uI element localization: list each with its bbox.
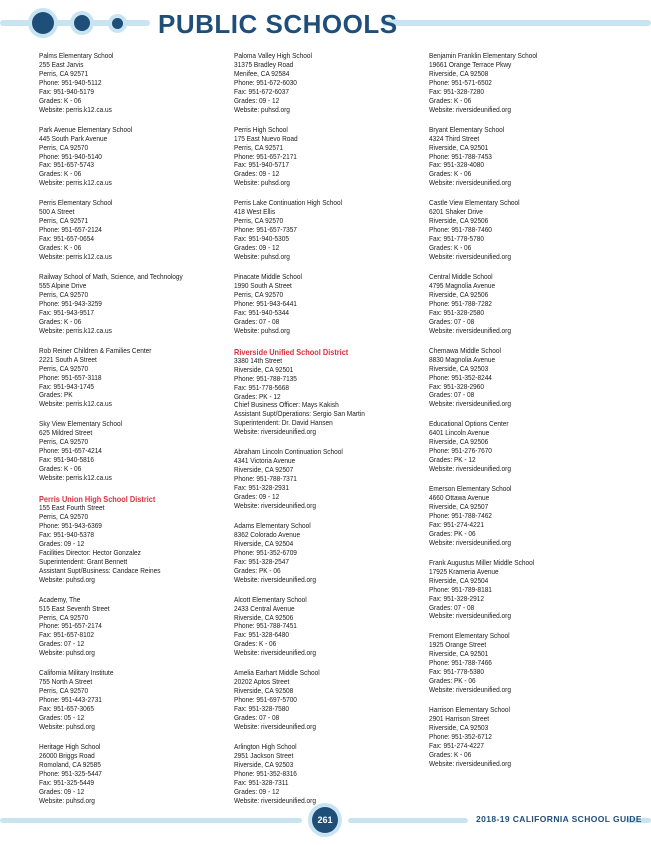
website-line: Website: puhsd.org bbox=[39, 722, 95, 731]
website-line: Website: puhsd.org bbox=[234, 104, 290, 114]
website-line: Website: puhsd.org bbox=[234, 325, 290, 335]
phone-line: Phone: 951-943-3259 bbox=[39, 298, 102, 308]
website-line: Website: riversideunified.org bbox=[429, 104, 511, 114]
entry-line: Riverside, CA 92503 bbox=[234, 759, 294, 769]
district-name: Perris Union High School District bbox=[39, 494, 156, 505]
school-name: Abraham Lincoln Continuation School bbox=[234, 447, 343, 457]
school-name: Adams Elementary School bbox=[234, 520, 311, 530]
footer-rule-right bbox=[348, 818, 468, 823]
grades-line: Grades: PK - 12 bbox=[234, 391, 281, 401]
grades-line: Grades: 07 - 08 bbox=[429, 390, 475, 400]
entry-line: 2901 Harrison Street bbox=[429, 714, 490, 724]
entry-line: Perris, CA 92570 bbox=[234, 289, 284, 299]
entry-line: Assistant Supt/Operations: Sergio San Martin bbox=[234, 409, 365, 419]
phone-line: Phone: 951-788-7451 bbox=[234, 621, 297, 631]
entry-line: Superintendent: Dr. David Hansen bbox=[234, 418, 333, 428]
phone-line: Phone: 951-352-8316 bbox=[234, 768, 297, 778]
website-line: Website: riversideunified.org bbox=[234, 648, 316, 658]
entry-line: Riverside, CA 92506 bbox=[429, 289, 489, 299]
grades-line: Grades: 09 - 12 bbox=[234, 169, 280, 179]
fax-line: Fax: 951-328-2580 bbox=[429, 307, 484, 317]
fax-line: Fax: 951-778-5380 bbox=[429, 667, 484, 677]
entry-line: Riverside, CA 92508 bbox=[429, 68, 489, 78]
page-title: PUBLIC SCHOOLS bbox=[158, 9, 398, 39]
fax-line: Fax: 951-657-8102 bbox=[39, 630, 94, 640]
school-entry bbox=[234, 669, 424, 732]
phone-line: Phone: 951-657-2124 bbox=[39, 225, 102, 235]
website-line: Website: riversideunified.org bbox=[234, 795, 316, 805]
entry-line: 625 Mildred Street bbox=[39, 428, 93, 438]
entry-line: 2433 Central Avenue bbox=[234, 603, 295, 613]
fax-line: Fax: 951-328-7580 bbox=[234, 704, 289, 714]
phone-line: Phone: 951-788-7282 bbox=[429, 298, 492, 308]
website-line: Website: riversideunified.org bbox=[234, 722, 316, 731]
phone-line: Phone: 951-697-5700 bbox=[234, 695, 297, 705]
entry-line: Superintendent: Grant Bennett bbox=[39, 556, 128, 566]
website-line: Website: perris.k12.ca.us bbox=[39, 104, 112, 114]
grades-line: Grades: 09 - 12 bbox=[234, 786, 280, 796]
entry-line: Perris, CA 92570 bbox=[234, 216, 284, 226]
phone-line: Phone: 951-657-3118 bbox=[39, 372, 102, 382]
phone-line: Phone: 951-657-4214 bbox=[39, 446, 102, 456]
phone-line: Phone: 951-276-7670 bbox=[429, 446, 492, 456]
phone-line: Phone: 951-788-7453 bbox=[429, 151, 492, 161]
website-line: Website: riversideunified.org bbox=[429, 537, 511, 547]
entry-line: Romoland, CA 92585 bbox=[39, 759, 101, 769]
school-name: Fremont Elementary School bbox=[429, 631, 510, 641]
grades-line: Grades: 07 - 08 bbox=[429, 316, 475, 326]
entry-line: Menifee, CA 92584 bbox=[234, 68, 290, 78]
school-entry bbox=[429, 347, 619, 410]
website-line: Website: riversideunified.org bbox=[429, 252, 511, 262]
school-name: Alcott Elementary School bbox=[234, 594, 307, 604]
entry-line: Perris, CA 92570 bbox=[39, 363, 89, 373]
school-entry bbox=[429, 485, 619, 548]
school-name: Perris High School bbox=[234, 124, 288, 134]
school-entry bbox=[39, 199, 229, 262]
grades-line: Grades: K - 06 bbox=[39, 169, 82, 179]
school-entry bbox=[234, 448, 424, 511]
district-name: Riverside Unified School District bbox=[234, 346, 349, 357]
website-line: Website: riversideunified.org bbox=[234, 574, 316, 584]
entry-line: Facilities Director: Hector Gonzalez bbox=[39, 547, 141, 557]
fax-line: Fax: 951-328-7311 bbox=[234, 777, 289, 787]
school-entry bbox=[234, 273, 424, 336]
fax-line: Fax: 951-328-2912 bbox=[429, 593, 484, 603]
school-entry bbox=[234, 126, 424, 189]
entry-line: 555 Alpine Drive bbox=[39, 280, 87, 290]
entry-line: 8362 Colorado Avenue bbox=[234, 529, 301, 539]
entry-line: 755 North A Street bbox=[39, 677, 93, 687]
district-entry bbox=[39, 494, 229, 585]
phone-line: Phone: 951-571-6502 bbox=[429, 77, 492, 87]
entry-line: Riverside, CA 92503 bbox=[429, 723, 489, 732]
entry-line: 4324 Third Street bbox=[429, 133, 480, 143]
entry-line: Riverside, CA 92506 bbox=[429, 216, 489, 226]
directory-column-2 bbox=[234, 52, 424, 817]
header-dot-medium bbox=[74, 15, 90, 31]
entry-line: Riverside, CA 92501 bbox=[429, 649, 489, 659]
fax-line: Fax: 951-940-5179 bbox=[39, 86, 94, 96]
website-line: Website: puhsd.org bbox=[234, 252, 290, 262]
phone-line: Phone: 951-788-7462 bbox=[429, 510, 492, 520]
fax-line: Fax: 951-672-6037 bbox=[234, 86, 289, 96]
fax-line: Fax: 951-274-4221 bbox=[429, 519, 484, 529]
school-name: Emerson Elementary School bbox=[429, 484, 512, 494]
school-entry bbox=[39, 52, 229, 115]
district-entry bbox=[234, 347, 424, 438]
school-entry bbox=[234, 199, 424, 262]
school-name: Bryant Elementary School bbox=[429, 124, 505, 134]
header-rule-right bbox=[382, 20, 651, 26]
entry-line: 255 East Jarvis bbox=[39, 59, 84, 69]
phone-line: Phone: 951-657-2174 bbox=[39, 621, 102, 631]
grades-line: Grades: 05 - 12 bbox=[39, 713, 85, 723]
fax-line: Fax: 951-274-4227 bbox=[429, 740, 484, 750]
website-line: Website: puhsd.org bbox=[39, 574, 95, 584]
school-name: Benjamin Franklin Elementary School bbox=[429, 51, 538, 60]
entry-line: 2221 South A Street bbox=[39, 354, 97, 364]
school-name: Chemawa Middle School bbox=[429, 345, 501, 355]
entry-line: 31375 Bradley Road bbox=[234, 59, 294, 69]
school-entry bbox=[429, 273, 619, 336]
page-number: 261 bbox=[312, 807, 338, 833]
phone-line: Phone: 951-352-6709 bbox=[234, 547, 297, 557]
website-line: Website: riversideunified.org bbox=[429, 325, 511, 335]
entry-line: 1925 Orange Street bbox=[429, 640, 487, 650]
grades-line: Grades: PK - 06 bbox=[429, 528, 476, 538]
school-name: Harrison Elementary School bbox=[429, 705, 510, 715]
website-line: Website: perris.k12.ca.us bbox=[39, 325, 112, 335]
school-entry bbox=[429, 52, 619, 115]
phone-line: Phone: 951-788-7466 bbox=[429, 658, 492, 668]
entry-line: Perris, CA 92571 bbox=[234, 142, 284, 152]
website-line: Website: puhsd.org bbox=[234, 178, 290, 188]
entry-line: Riverside, CA 92506 bbox=[234, 612, 294, 622]
fax-line: Fax: 951-328-2960 bbox=[429, 381, 484, 391]
school-name: Perris Lake Continuation High School bbox=[234, 198, 343, 208]
entry-line: Riverside, CA 92504 bbox=[234, 538, 294, 548]
grades-line: Grades: K - 06 bbox=[39, 464, 82, 474]
grades-line: Grades: 07 - 08 bbox=[429, 602, 475, 612]
header-dot-large bbox=[32, 12, 54, 34]
fax-line: Fax: 951-657-3065 bbox=[39, 704, 94, 714]
entry-line: Riverside, CA 92506 bbox=[429, 437, 489, 447]
fax-line: Fax: 951-657-0654 bbox=[39, 234, 94, 244]
school-name: Sky View Elementary School bbox=[39, 419, 123, 429]
entry-line: Riverside, CA 92508 bbox=[234, 686, 294, 696]
fax-line: Fax: 951-940-5305 bbox=[234, 234, 289, 244]
school-entry bbox=[39, 420, 229, 483]
phone-line: Phone: 951-443-2731 bbox=[39, 695, 102, 705]
school-name: Heritage High School bbox=[39, 741, 101, 751]
grades-line: Grades: K - 06 bbox=[429, 169, 472, 179]
school-entry bbox=[39, 126, 229, 189]
website-line: Website: riversideunified.org bbox=[429, 178, 511, 188]
phone-line: Phone: 951-789-8181 bbox=[429, 584, 492, 594]
fax-line: Fax: 951-328-4080 bbox=[429, 160, 484, 170]
entry-line: Perris, CA 92570 bbox=[39, 437, 89, 447]
grades-line: Grades: K - 06 bbox=[429, 243, 472, 253]
school-name: Perris Elementary School bbox=[39, 198, 113, 208]
entry-line: 515 East Seventh Street bbox=[39, 603, 110, 613]
grades-line: Grades: K - 06 bbox=[39, 95, 82, 105]
grades-line: Grades: K - 06 bbox=[429, 749, 472, 759]
grades-line: Grades: K - 06 bbox=[39, 243, 82, 253]
school-entry bbox=[234, 522, 424, 585]
entry-line: 175 East Nuevo Road bbox=[234, 133, 298, 143]
entry-line: Riverside, CA 92507 bbox=[429, 501, 489, 511]
entry-line: 6401 Lincoln Avenue bbox=[429, 428, 490, 438]
school-name: Castle View Elementary School bbox=[429, 198, 520, 208]
school-entry bbox=[429, 199, 619, 262]
entry-line: 1990 South A Street bbox=[234, 280, 292, 290]
grades-line: Grades: K - 06 bbox=[429, 95, 472, 105]
school-entry bbox=[234, 596, 424, 659]
school-name: Palms Elementary School bbox=[39, 51, 114, 60]
fax-line: Fax: 951-657-5743 bbox=[39, 160, 94, 170]
grades-line: Grades: 07 - 12 bbox=[39, 639, 85, 649]
phone-line: Phone: 951-325-5447 bbox=[39, 768, 102, 778]
website-line: Website: riversideunified.org bbox=[234, 500, 316, 510]
entry-line: Perris, CA 92570 bbox=[39, 289, 89, 299]
entry-line: Chief Business Officer: Mays Kakish bbox=[234, 400, 339, 410]
phone-line: Phone: 951-940-5112 bbox=[39, 77, 102, 87]
entry-line: Perris, CA 92570 bbox=[39, 612, 89, 622]
phone-line: Phone: 951-943-6441 bbox=[234, 298, 297, 308]
school-entry bbox=[429, 706, 619, 769]
school-name: Academy, The bbox=[39, 594, 81, 604]
school-name: Railway School of Math, Science, and Technology bbox=[39, 272, 183, 282]
grades-line: Grades: PK - 06 bbox=[429, 676, 476, 686]
entry-line: 2951 Jackson Street bbox=[234, 750, 294, 760]
school-entry bbox=[429, 126, 619, 189]
phone-line: Phone: 951-352-8244 bbox=[429, 372, 492, 382]
school-name: Amelia Earhart Middle School bbox=[234, 668, 320, 678]
entry-line: Perris, CA 92570 bbox=[39, 142, 89, 152]
fax-line: Fax: 951-778-5780 bbox=[429, 234, 484, 244]
website-line: Website: riversideunified.org bbox=[429, 758, 511, 768]
grades-line: Grades: 09 - 12 bbox=[39, 538, 85, 548]
entry-line: 3380 14th Street bbox=[234, 355, 283, 365]
directory-column-1 bbox=[39, 52, 229, 817]
school-name: Arlington High School bbox=[234, 741, 297, 751]
school-entry bbox=[429, 559, 619, 622]
website-line: Website: perris.k12.ca.us bbox=[39, 473, 112, 483]
directory-column-3 bbox=[429, 52, 619, 780]
grades-line: Grades: K - 06 bbox=[39, 316, 82, 326]
phone-line: Phone: 951-940-5140 bbox=[39, 151, 102, 161]
school-name: Park Avenue Elementary School bbox=[39, 124, 133, 134]
school-name: Central Middle School bbox=[429, 272, 493, 282]
grades-line: Grades: 09 - 12 bbox=[234, 243, 280, 253]
school-name: California Military Institute bbox=[39, 668, 114, 678]
phone-line: Phone: 951-788-7135 bbox=[234, 373, 297, 383]
entry-line: 17925 Krameria Avenue bbox=[429, 566, 499, 576]
grades-line: Grades: PK bbox=[39, 390, 73, 400]
grades-line: Grades: 09 - 12 bbox=[39, 786, 85, 796]
school-name: Frank Augustus Miller Middle School bbox=[429, 557, 535, 567]
school-entry bbox=[234, 52, 424, 115]
entry-line: 445 South Park Avenue bbox=[39, 133, 108, 143]
phone-line: Phone: 951-788-7460 bbox=[429, 225, 492, 235]
school-entry bbox=[39, 347, 229, 410]
website-line: Website: riversideunified.org bbox=[429, 685, 511, 695]
grades-line: Grades: K - 06 bbox=[234, 639, 277, 649]
fax-line: Fax: 951-943-9517 bbox=[39, 307, 94, 317]
fax-line: Fax: 951-940-5816 bbox=[39, 455, 94, 465]
footer-rule-left bbox=[0, 818, 302, 823]
phone-line: Phone: 951-657-7357 bbox=[234, 225, 297, 235]
guide-title: 2018-19 CALIFORNIA SCHOOL GUIDE bbox=[476, 814, 642, 824]
school-name: Paloma Valley High School bbox=[234, 51, 312, 60]
entry-line: 8830 Magnolia Avenue bbox=[429, 354, 496, 364]
entry-line: Perris, CA 92571 bbox=[39, 216, 89, 226]
school-entry bbox=[39, 596, 229, 659]
entry-line: Riverside, CA 92501 bbox=[234, 364, 294, 374]
website-line: Website: riversideunified.org bbox=[234, 427, 316, 437]
website-line: Website: perris.k12.ca.us bbox=[39, 178, 112, 188]
fax-line: Fax: 951-940-5717 bbox=[234, 160, 289, 170]
grades-line: Grades: 09 - 12 bbox=[234, 95, 280, 105]
fax-line: Fax: 951-325-5449 bbox=[39, 777, 94, 787]
website-line: Website: perris.k12.ca.us bbox=[39, 399, 112, 409]
phone-line: Phone: 951-352-6712 bbox=[429, 731, 492, 741]
entry-line: Perris, CA 92571 bbox=[39, 68, 89, 78]
entry-line: 26000 Briggs Road bbox=[39, 750, 95, 760]
school-entry bbox=[39, 669, 229, 732]
website-line: Website: perris.k12.ca.us bbox=[39, 252, 112, 262]
website-line: Website: riversideunified.org bbox=[429, 611, 511, 621]
school-entry bbox=[429, 632, 619, 695]
grades-line: Grades: PK - 12 bbox=[429, 455, 476, 465]
school-name: Pinacate Middle School bbox=[234, 272, 302, 282]
entry-line: Riverside, CA 92501 bbox=[429, 142, 489, 152]
entry-line: 4795 Magnolia Avenue bbox=[429, 280, 496, 290]
entry-line: 418 West Ellis bbox=[234, 207, 276, 217]
fax-line: Fax: 951-328-7280 bbox=[429, 86, 484, 96]
website-line: Website: puhsd.org bbox=[39, 648, 95, 658]
entry-line: Assistant Supt/Business: Candace Reines bbox=[39, 565, 161, 575]
grades-line: Grades: 09 - 12 bbox=[234, 492, 280, 502]
fax-line: Fax: 951-940-5344 bbox=[234, 307, 289, 317]
phone-line: Phone: 951-657-2171 bbox=[234, 151, 297, 161]
entry-line: Riverside, CA 92504 bbox=[429, 575, 489, 585]
phone-line: Phone: 951-672-6030 bbox=[234, 77, 297, 87]
fax-line: Fax: 951-943-1745 bbox=[39, 381, 94, 391]
entry-line: 155 East Fourth Street bbox=[39, 503, 105, 513]
entry-line: 500 A Street bbox=[39, 207, 75, 217]
entry-line: 6201 Shaker Drive bbox=[429, 207, 483, 217]
school-entry bbox=[39, 743, 229, 806]
fax-line: Fax: 951-778-5668 bbox=[234, 382, 289, 392]
fax-line: Fax: 951-328-2547 bbox=[234, 556, 289, 566]
header-dot-small bbox=[112, 18, 123, 29]
fax-line: Fax: 951-328-2931 bbox=[234, 483, 289, 493]
school-name: Educational Options Center bbox=[429, 419, 509, 429]
website-line: Website: riversideunified.org bbox=[429, 399, 511, 409]
entry-line: Riverside, CA 92503 bbox=[429, 363, 489, 373]
grades-line: Grades: 07 - 08 bbox=[234, 713, 280, 723]
website-line: Website: riversideunified.org bbox=[429, 464, 511, 474]
grades-line: Grades: PK - 06 bbox=[234, 565, 281, 575]
entry-line: Riverside, CA 92507 bbox=[234, 465, 294, 475]
website-line: Website: puhsd.org bbox=[39, 795, 95, 805]
entry-line: 4660 Ottawa Avenue bbox=[429, 493, 490, 503]
grades-line: Grades: 07 - 08 bbox=[234, 316, 280, 326]
entry-line: 19661 Orange Terrace Pkwy bbox=[429, 59, 512, 69]
school-entry bbox=[429, 420, 619, 474]
school-name: Rob Reiner Children & Families Center bbox=[39, 345, 152, 355]
entry-line: Perris, CA 92570 bbox=[39, 511, 89, 521]
school-entry bbox=[234, 743, 424, 806]
school-entry bbox=[39, 273, 229, 336]
phone-line: Phone: 951-788-7371 bbox=[234, 474, 297, 484]
entry-line: Perris, CA 92570 bbox=[39, 686, 89, 696]
fax-line: Fax: 951-328-6480 bbox=[234, 630, 289, 640]
phone-line: Phone: 951-943-6369 bbox=[39, 520, 102, 530]
fax-line: Fax: 951-940-5378 bbox=[39, 529, 94, 539]
entry-line: 20202 Aptos Street bbox=[234, 677, 290, 687]
entry-line: 4341 Victoria Avenue bbox=[234, 456, 296, 466]
